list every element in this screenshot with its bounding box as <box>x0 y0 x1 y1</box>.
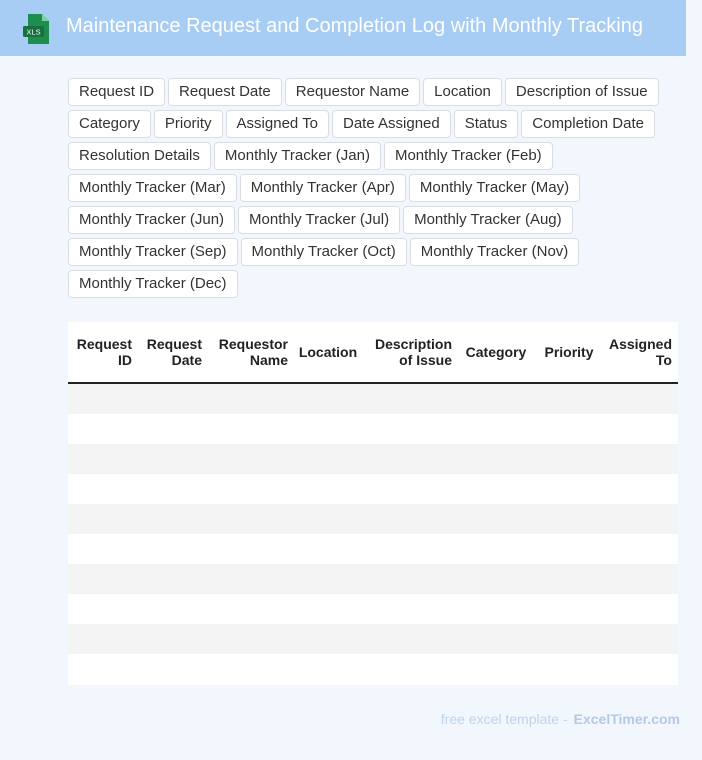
table-cell[interactable] <box>536 383 604 414</box>
table-cell[interactable] <box>68 383 138 414</box>
table-cell[interactable] <box>138 624 208 654</box>
table-cell[interactable] <box>604 624 678 654</box>
field-tag[interactable]: Category <box>68 110 151 138</box>
table-cell[interactable] <box>294 624 364 654</box>
table-row <box>68 474 678 504</box>
column-header <box>208 322 294 383</box>
field-tag[interactable]: Request ID <box>68 78 165 106</box>
table-cell[interactable] <box>68 534 138 564</box>
table-cell[interactable] <box>458 474 536 504</box>
table-cell[interactable] <box>604 444 678 474</box>
table-cell[interactable] <box>364 414 458 444</box>
page-title: Maintenance Request and Completion Log with Monthly Tracking <box>66 15 643 37</box>
column-header-text: of Issue <box>399 352 452 368</box>
table-cell[interactable] <box>364 383 458 414</box>
footer-prefix: free excel template - <box>440 711 568 727</box>
table-cell[interactable] <box>458 654 536 684</box>
table-row <box>68 383 678 414</box>
table-row <box>68 594 678 624</box>
table-cell[interactable] <box>604 383 678 414</box>
table-cell[interactable] <box>458 414 536 444</box>
table-cell[interactable] <box>138 383 208 414</box>
table-cell[interactable] <box>364 564 458 594</box>
column-header-text: Requestor <box>218 336 288 352</box>
table-cell[interactable] <box>364 444 458 474</box>
table-cell[interactable] <box>138 444 208 474</box>
table-cell[interactable] <box>364 504 458 534</box>
field-tag[interactable]: Description of Issue <box>505 78 659 106</box>
table-cell[interactable] <box>604 534 678 564</box>
column-header <box>138 322 208 383</box>
table-cell[interactable] <box>138 564 208 594</box>
table-row <box>68 414 678 444</box>
table-cell[interactable] <box>208 654 294 684</box>
table-header-row <box>68 322 678 383</box>
table-cell[interactable] <box>458 564 536 594</box>
field-tag[interactable]: Completion Date <box>521 110 655 138</box>
field-tag[interactable]: Monthly Tracker (Jan) <box>214 142 381 170</box>
table-cell[interactable] <box>138 504 208 534</box>
field-tag[interactable]: Location <box>423 78 502 106</box>
title-bar <box>0 0 686 56</box>
table-cell[interactable] <box>208 534 294 564</box>
column-header-text: Name <box>249 352 288 368</box>
table-cell[interactable] <box>68 474 138 504</box>
table-cell[interactable] <box>458 594 536 624</box>
column-header <box>458 322 536 383</box>
table-cell[interactable] <box>68 414 138 444</box>
table-cell[interactable] <box>364 654 458 684</box>
table-cell[interactable] <box>208 624 294 654</box>
table-cell[interactable] <box>536 594 604 624</box>
field-tag[interactable]: Monthly Tracker (Nov) <box>410 238 580 266</box>
table-cell[interactable] <box>138 414 208 444</box>
field-tag[interactable]: Status <box>454 110 519 138</box>
column-header-text: Request <box>146 336 202 352</box>
table-cell[interactable] <box>68 654 138 684</box>
table-cell[interactable] <box>536 444 604 474</box>
field-tag[interactable]: Monthly Tracker (Oct) <box>241 238 407 266</box>
table-body <box>68 383 678 684</box>
field-tag[interactable]: Monthly Tracker (Jun) <box>68 206 235 234</box>
table-cell[interactable] <box>208 564 294 594</box>
table-cell[interactable] <box>364 594 458 624</box>
table-cell[interactable] <box>536 564 604 594</box>
column-header-text: Date <box>171 352 202 368</box>
log-table <box>68 322 678 685</box>
field-tag[interactable]: Requestor Name <box>285 78 420 106</box>
field-tag[interactable]: Resolution Details <box>68 142 211 170</box>
table-cell[interactable] <box>536 414 604 444</box>
table-cell[interactable] <box>294 534 364 564</box>
table-cell[interactable] <box>294 594 364 624</box>
table-cell[interactable] <box>68 444 138 474</box>
column-header-text: Category <box>465 344 527 360</box>
table-cell[interactable] <box>208 504 294 534</box>
table-cell[interactable] <box>138 474 208 504</box>
field-tag[interactable]: Monthly Tracker (Jul) <box>238 206 400 234</box>
column-header <box>68 322 138 383</box>
table-cell[interactable] <box>364 474 458 504</box>
table-cell[interactable] <box>458 624 536 654</box>
table-row <box>68 504 678 534</box>
table-cell[interactable] <box>458 534 536 564</box>
field-tag[interactable]: Monthly Tracker (May) <box>409 174 580 202</box>
table-cell[interactable] <box>458 444 536 474</box>
column-header-text: ID <box>118 352 132 368</box>
table-cell[interactable] <box>458 383 536 414</box>
table-cell[interactable] <box>604 564 678 594</box>
table-cell[interactable] <box>138 594 208 624</box>
table-cell[interactable] <box>364 534 458 564</box>
column-header <box>294 322 364 383</box>
column-header-text: Description <box>374 336 452 352</box>
table-cell[interactable] <box>294 383 364 414</box>
column-header <box>536 322 604 383</box>
table-cell[interactable] <box>208 594 294 624</box>
footer-brand-link[interactable]: ExcelTimer.com <box>573 711 680 727</box>
table-cell[interactable] <box>294 564 364 594</box>
table-cell[interactable] <box>536 504 604 534</box>
column-header-text: Request <box>76 336 132 352</box>
field-tag[interactable]: Monthly Tracker (Sep) <box>68 238 238 266</box>
field-tag[interactable]: Monthly Tracker (Mar) <box>68 174 237 202</box>
field-tag[interactable]: Date Assigned <box>332 110 451 138</box>
table-cell[interactable] <box>536 474 604 504</box>
column-header-text: To <box>655 352 672 368</box>
field-tag[interactable]: Monthly Tracker (Feb) <box>384 142 553 170</box>
table-cell[interactable] <box>138 654 208 684</box>
table-cell[interactable] <box>138 534 208 564</box>
table-cell[interactable] <box>294 504 364 534</box>
column-header <box>364 322 458 383</box>
table-cell[interactable] <box>604 474 678 504</box>
table-row <box>68 624 678 654</box>
table-cell[interactable] <box>294 654 364 684</box>
table-cell[interactable] <box>458 504 536 534</box>
table-cell[interactable] <box>294 444 364 474</box>
field-tag[interactable]: Monthly Tracker (Apr) <box>240 174 406 202</box>
table-row <box>68 444 678 474</box>
table-cell[interactable] <box>604 504 678 534</box>
table-cell[interactable] <box>364 624 458 654</box>
table-cell[interactable] <box>68 504 138 534</box>
table-cell[interactable] <box>294 474 364 504</box>
table-cell[interactable] <box>208 474 294 504</box>
table-cell[interactable] <box>208 414 294 444</box>
table-cell[interactable] <box>208 444 294 474</box>
table-row <box>68 534 678 564</box>
table-row <box>68 564 678 594</box>
table-cell[interactable] <box>604 594 678 624</box>
table-row <box>68 654 678 684</box>
xls-file-icon <box>20 13 52 45</box>
field-tag[interactable]: Request Date <box>168 78 282 106</box>
table-cell[interactable] <box>604 414 678 444</box>
table-cell[interactable] <box>604 654 678 684</box>
field-tag-list <box>68 78 668 298</box>
field-tag[interactable]: Assigned To <box>226 110 329 138</box>
table-cell[interactable] <box>68 624 138 654</box>
field-tag[interactable]: Priority <box>154 110 223 138</box>
table-cell[interactable] <box>68 564 138 594</box>
table-cell[interactable] <box>294 414 364 444</box>
column-header-text: Location <box>298 344 358 360</box>
column-header <box>604 322 678 383</box>
table-cell[interactable] <box>536 534 604 564</box>
footer-credit <box>441 711 680 727</box>
svg-text:XLS: XLS <box>26 27 41 37</box>
column-header-text: Assigned <box>608 336 672 352</box>
table-cell[interactable] <box>536 624 604 654</box>
field-tag[interactable]: Monthly Tracker (Aug) <box>403 206 573 234</box>
field-tag[interactable]: Monthly Tracker (Dec) <box>68 270 238 298</box>
table-cell[interactable] <box>208 383 294 414</box>
table-cell[interactable] <box>536 654 604 684</box>
column-header-text: Priority <box>544 344 594 360</box>
table-cell[interactable] <box>68 594 138 624</box>
